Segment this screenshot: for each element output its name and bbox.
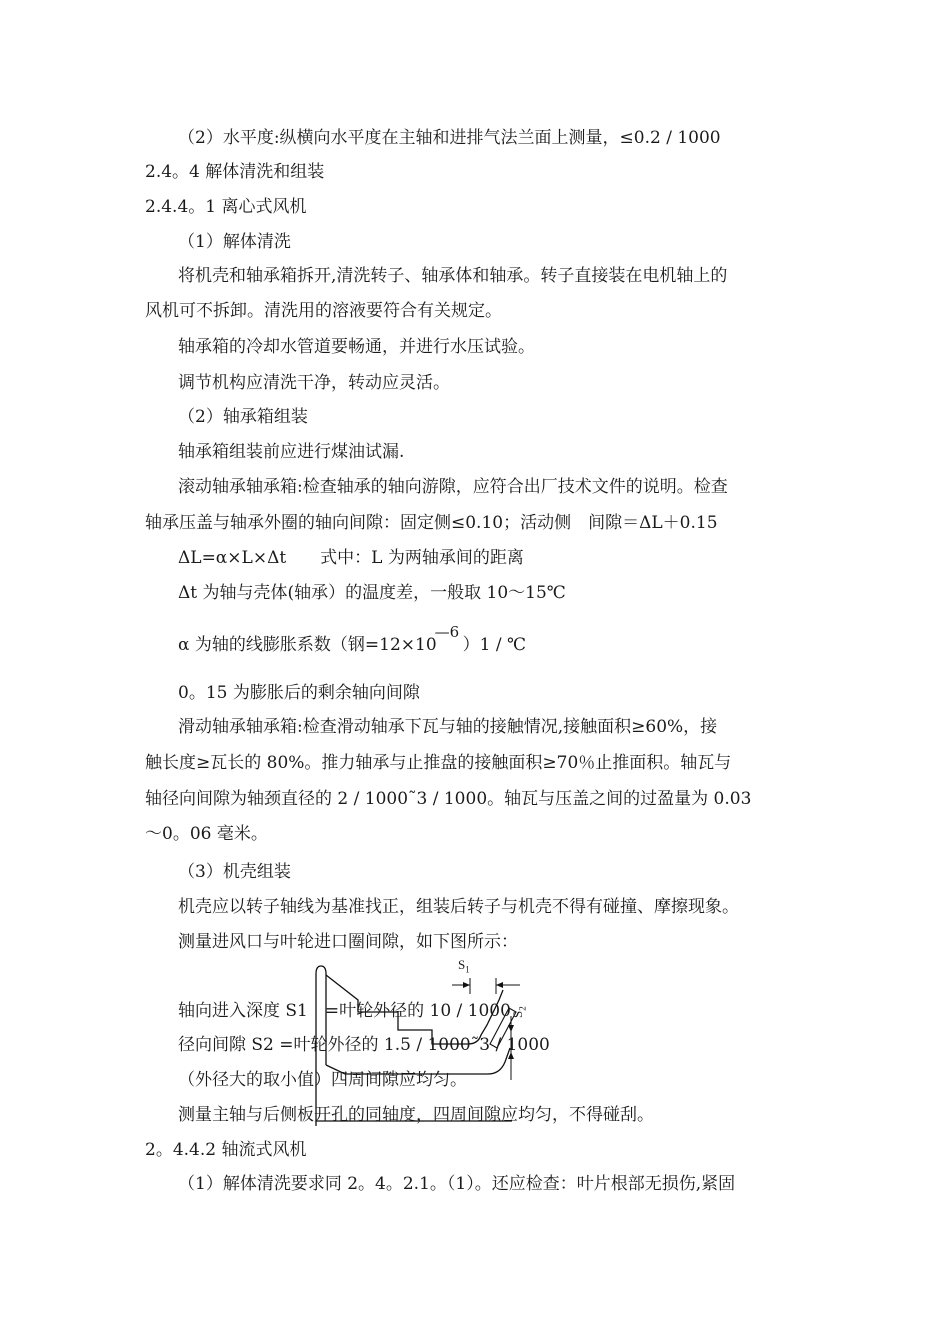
- subheading-bearing-box-assembly: （2）轴承箱组装: [178, 407, 308, 427]
- subheading-disassembly-cleaning: （1）解体清洗: [178, 232, 291, 252]
- subheading-casing-assembly: （3）机壳组装: [178, 862, 291, 882]
- para-line: 风机可不拆卸。清洗用的溶液要符合有关规定。: [145, 301, 502, 321]
- para-line: Δt 为轴与壳体(轴承）的温度差，一般取 10～15℃: [178, 583, 566, 603]
- exponent-minus-6: —6: [434, 623, 460, 641]
- formula-alpha-text: α 为轴的线膨胀系数（钢=12×10: [178, 635, 437, 655]
- para-line: 机壳应以转子轴线为基准找正，组装后转子与机壳不得有碰撞、摩擦现象。: [178, 897, 739, 917]
- para-line: （外径大的取小值）四周间隙应均匀。: [178, 1070, 467, 1090]
- para-line: 测量进风口与叶轮进口圈间隙，如下图所示：: [178, 932, 518, 952]
- para-line: 测量主轴与后侧板开孔的同轴度，四周间隙应均匀，不得碰刮。: [178, 1105, 654, 1125]
- para-line: 调节机构应清洗干净，转动应灵活。: [178, 373, 450, 393]
- section-heading-2-4-4-1: 2.4.4。1 离心式风机: [145, 197, 307, 217]
- s1-label: $S_1$: [458, 957, 470, 975]
- para-line: 轴承箱组装前应进行煤油试漏.: [178, 442, 405, 462]
- s2-arrowhead-top: [508, 1025, 514, 1032]
- para-line: （1）解体清洗要求同 2。4。2.1。（1）。还应检查：叶片根部无损伤,紧固: [178, 1174, 736, 1194]
- section-heading-2-4-4-2: 2。4.4.2 轴流式风机: [145, 1140, 307, 1160]
- para-line: 轴径向间隙为轴颈直径的 2 / 1000˜3 / 1000。轴瓦与压盖之间的过盈量为 0.03: [145, 789, 752, 809]
- para-line: 将机壳和轴承箱拆开,清洗转子、轴承体和轴承。转子直接装在电机轴上的: [178, 266, 728, 286]
- s2-label: $S_2$: [510, 1006, 528, 1018]
- para-line: 滚动轴承轴承箱:检查轴承的轴向游隙，应符合出厂技术文件的说明。检查: [178, 477, 728, 497]
- para-line: 0。15 为膨胀后的剩余轴向间隙: [178, 683, 420, 703]
- s1-arrowhead-left: [463, 982, 470, 988]
- para-line: 轴承压盖与轴承外圈的轴向间隙：固定侧≤0.10；活动侧 间隙＝ΔL＋0.15: [145, 513, 718, 533]
- section-heading-2-4-4: 2.4。4 解体清洗和组装: [145, 162, 325, 182]
- para-line: ～0。06 毫米。: [145, 824, 268, 844]
- para-line: 滑动轴承轴承箱:检查滑动轴承下瓦与轴的接触情况,接触面积≥60%，接: [178, 717, 718, 737]
- para-axial-depth-s1: 轴向进入深度 S1 =叶轮外径的 10 / 1000: [178, 1001, 511, 1021]
- para-line: 触长度≥瓦长的 80%。推力轴承与止推盘的接触面积≥70％止推面积。轴瓦与: [145, 753, 732, 773]
- para-radial-gap-s2: 径向间隙 S2 =叶轮外径的 1.5 / 1000˜3 / 1000: [178, 1035, 550, 1055]
- s1-arrowhead-right: [496, 982, 503, 988]
- para-horizontal-level: （2）水平度:纵横向水平度在主轴和进排气法兰面上测量，≤0.2 / 1000: [178, 128, 721, 148]
- formula-alpha-unit: ）1 / ℃: [462, 635, 527, 655]
- para-line: 轴承箱的冷却水管道要畅通，并进行水压试验。: [178, 337, 535, 357]
- formula-delta-l: ΔL=α×L×Δt 式中：L 为两轴承间的距离: [178, 548, 524, 568]
